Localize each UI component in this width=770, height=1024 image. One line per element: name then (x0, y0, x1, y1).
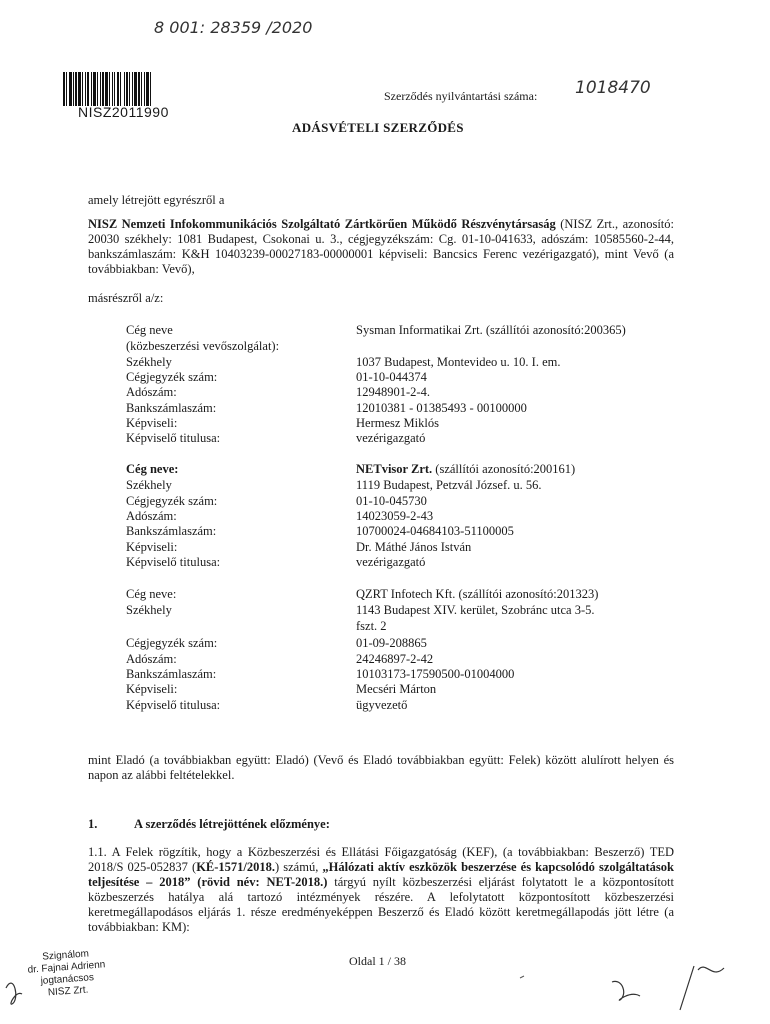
section-title: A szerződés létrejöttének előzménye: (134, 817, 330, 831)
seller-row (126, 462, 686, 477)
seller-row (126, 385, 686, 400)
seller-label: Adószám: (126, 509, 177, 523)
seller-value: 1143 Budapest XIV. kerület, Szobránc utca 3-5. (356, 603, 595, 617)
seller-row (126, 431, 686, 446)
seller-label: Cégjegyzék szám: (126, 370, 218, 384)
seller-label: Cég neve: (126, 462, 179, 476)
seller-value: Hermesz Miklós (356, 416, 439, 430)
seller-row (126, 370, 686, 385)
handwritten-reference: 8 001: 28359 /2020 (154, 18, 313, 37)
seller-row (126, 652, 686, 667)
seller-label: Cég neve: (126, 587, 177, 601)
paragraph-bold: „Hálózati aktív eszközök beszerzése és kapcsolódó szolgáltatások teljesítése – 2018” (rövid név: NET-2018.) (88, 860, 674, 889)
seller-row (126, 555, 686, 570)
seller-row (126, 603, 686, 618)
barcode-image (63, 72, 212, 106)
seller-value: 01-10-045730 (356, 494, 427, 508)
buyer-short: (NISZ Zrt., (555, 217, 619, 231)
seller-label: Adószám: (126, 652, 177, 666)
registration-number: 1018470 (575, 78, 651, 98)
seller-label: Képviselő titulusa: (126, 698, 221, 712)
seller-label: Adószám: (126, 385, 177, 399)
pen-mark (520, 976, 524, 978)
signature-scribble (680, 966, 724, 1010)
seller-row (126, 416, 686, 431)
seller-row (126, 698, 686, 713)
seller-value: vezérigazgató (356, 431, 426, 445)
seller-row (126, 540, 686, 555)
seller-label: Székhely (126, 603, 172, 617)
seller-row (126, 339, 686, 354)
intro-text: amely létrejött egyrészről a (88, 193, 225, 207)
seller-row (126, 355, 686, 370)
signature-scribbles (0, 960, 770, 1024)
seller-label: Bankszámlaszám: (126, 667, 217, 681)
buyer-details: azonosító: 20030 székhely: 1081 Budapest, Csokonai u. 3., cégjegyzékszám: Cg. 01-10-041633, adószám: 10585560-2-44, bankszámlaszám: K&H 10403239-00027183-00000001 képviseli: Bancsics Ferenc vezérigazgató), mint Vevő (a továbbiakban: Vevő), (88, 217, 674, 276)
seller-row (126, 401, 686, 416)
seller-row (126, 587, 686, 602)
seller-label: Cégjegyzék szám: (126, 636, 218, 650)
seller-row (126, 323, 686, 338)
seller-label: Bankszámlaszám: (126, 401, 217, 415)
registration-label: Szerződés nyilvántartási száma: (384, 89, 538, 103)
seller-value: 01-10-044374 (356, 370, 427, 384)
buyer-name: NISZ Nemzeti Infokommunikációs Szolgáltató Zártkörűen Működő Részvénytársaság (88, 217, 556, 231)
paragraph-number: 1.1. (88, 845, 107, 859)
seller-value: 10103173-17590500-01004000 (356, 667, 515, 681)
paragraph-bold: KÉ-1571/2018. (196, 860, 276, 874)
closing-paragraph: mint Eladó (a továbbiakban együtt: Eladó) (Vevő és Eladó továbbiakban együtt: Felek) között alulírott helyen és napon az alábbi feltételekkel. (88, 753, 674, 782)
seller-value: 01-09-208865 (356, 636, 427, 650)
seller-name-bold: NETvisor Zrt. (356, 462, 433, 476)
seller-row (126, 636, 686, 651)
signature-scribble (612, 981, 640, 1000)
seller-label: Cégjegyzék szám: (126, 494, 218, 508)
seller-row (126, 524, 686, 539)
seller-label: Cég neve (126, 323, 173, 337)
seller-label: (közbeszerzési vevőszolgálat): (126, 339, 280, 353)
seller-value: fszt. 2 (356, 619, 387, 633)
paragraph-1-1 (88, 845, 674, 935)
seller-row (126, 667, 686, 682)
seller-label: Székhely (126, 478, 172, 492)
barcode-caption: NISZ2011990 (78, 104, 169, 120)
seller-value: Mecséri Márton (356, 682, 437, 696)
seller-row (126, 494, 686, 509)
seller-value: 1037 Budapest, Montevideo u. 10. I. em. (356, 355, 561, 369)
seller-value: 14023059-2-43 (356, 509, 434, 523)
seller-label: Képviselő titulusa: (126, 555, 221, 569)
seller-value: vezérigazgató (356, 555, 426, 569)
seller-value: 1119 Budapest, Petzvál József. u. 56. (356, 478, 542, 492)
initials-scribble (6, 983, 22, 1004)
seller-label: Képviseli: (126, 540, 178, 554)
seller-label: Képviseli: (126, 416, 178, 430)
paragraph-text: ) számú, (275, 860, 323, 874)
paragraph-text: tárgyú nyílt közbeszerzési eljárást folytatott le a központosított közbeszerzés hatálya alá tartozó intézmények részére. A lefolytatott központosított közbeszerzési keretmegállapodásos eljárás 1. része eredményeképpen Beszerző és Eladó között keretmegállapodás jött létre (a továbbiakban: KM): (88, 875, 674, 934)
seller-row (126, 619, 686, 634)
page-number: Oldal 1 / 38 (349, 954, 406, 968)
seller-value: 12010381 - 01385493 - 00100000 (356, 401, 527, 415)
seller-row (126, 478, 686, 493)
seller-value: QZRT Infotech Kft. (szállítói azonosító:201323) (356, 587, 599, 601)
stamp-line: jogtanácsos (40, 972, 95, 987)
stamp-line: Szignálom (41, 948, 90, 963)
section-number: 1. (88, 817, 98, 831)
section-heading (88, 817, 330, 832)
paragraph-text: A Felek rögzítik, hogy a Közbeszerzési és Ellátási Főigazgatóság (KEF), (a továbbiakban: Beszerző) TED 2018/S 025-052837 ( (88, 845, 674, 874)
seller-value: Dr. Máthé János István (356, 540, 472, 554)
seller-value: 24246897-2-42 (356, 652, 434, 666)
seller-value: (szállítói azonosító:200161) (432, 462, 576, 476)
buyer-paragraph (88, 217, 674, 277)
seller-row (126, 509, 686, 524)
seller-row (126, 682, 686, 697)
seller-label: Képviseli: (126, 682, 178, 696)
document-title: ADÁSVÉTELI SZERZŐDÉS (292, 120, 464, 135)
seller-value: 12948901-2-4. (356, 385, 430, 399)
seller-value: Sysman Informatikai Zrt. (szállítói azonosító:200365) (356, 323, 626, 337)
seller-label: Bankszámlaszám: (126, 524, 217, 538)
seller-label: Székhely (126, 355, 172, 369)
barcode-bar (151, 72, 153, 106)
masreszrol-text: másrészről a/z: (88, 291, 164, 305)
seller-value: 10700024-04684103-51100005 (356, 524, 514, 538)
seller-label: Képviselő titulusa: (126, 431, 221, 445)
stamp-line: NISZ Zrt. (47, 984, 89, 999)
seller-value: ügyvezető (356, 698, 408, 712)
stamp-line: dr. Fajnai Adrienn (27, 959, 106, 976)
